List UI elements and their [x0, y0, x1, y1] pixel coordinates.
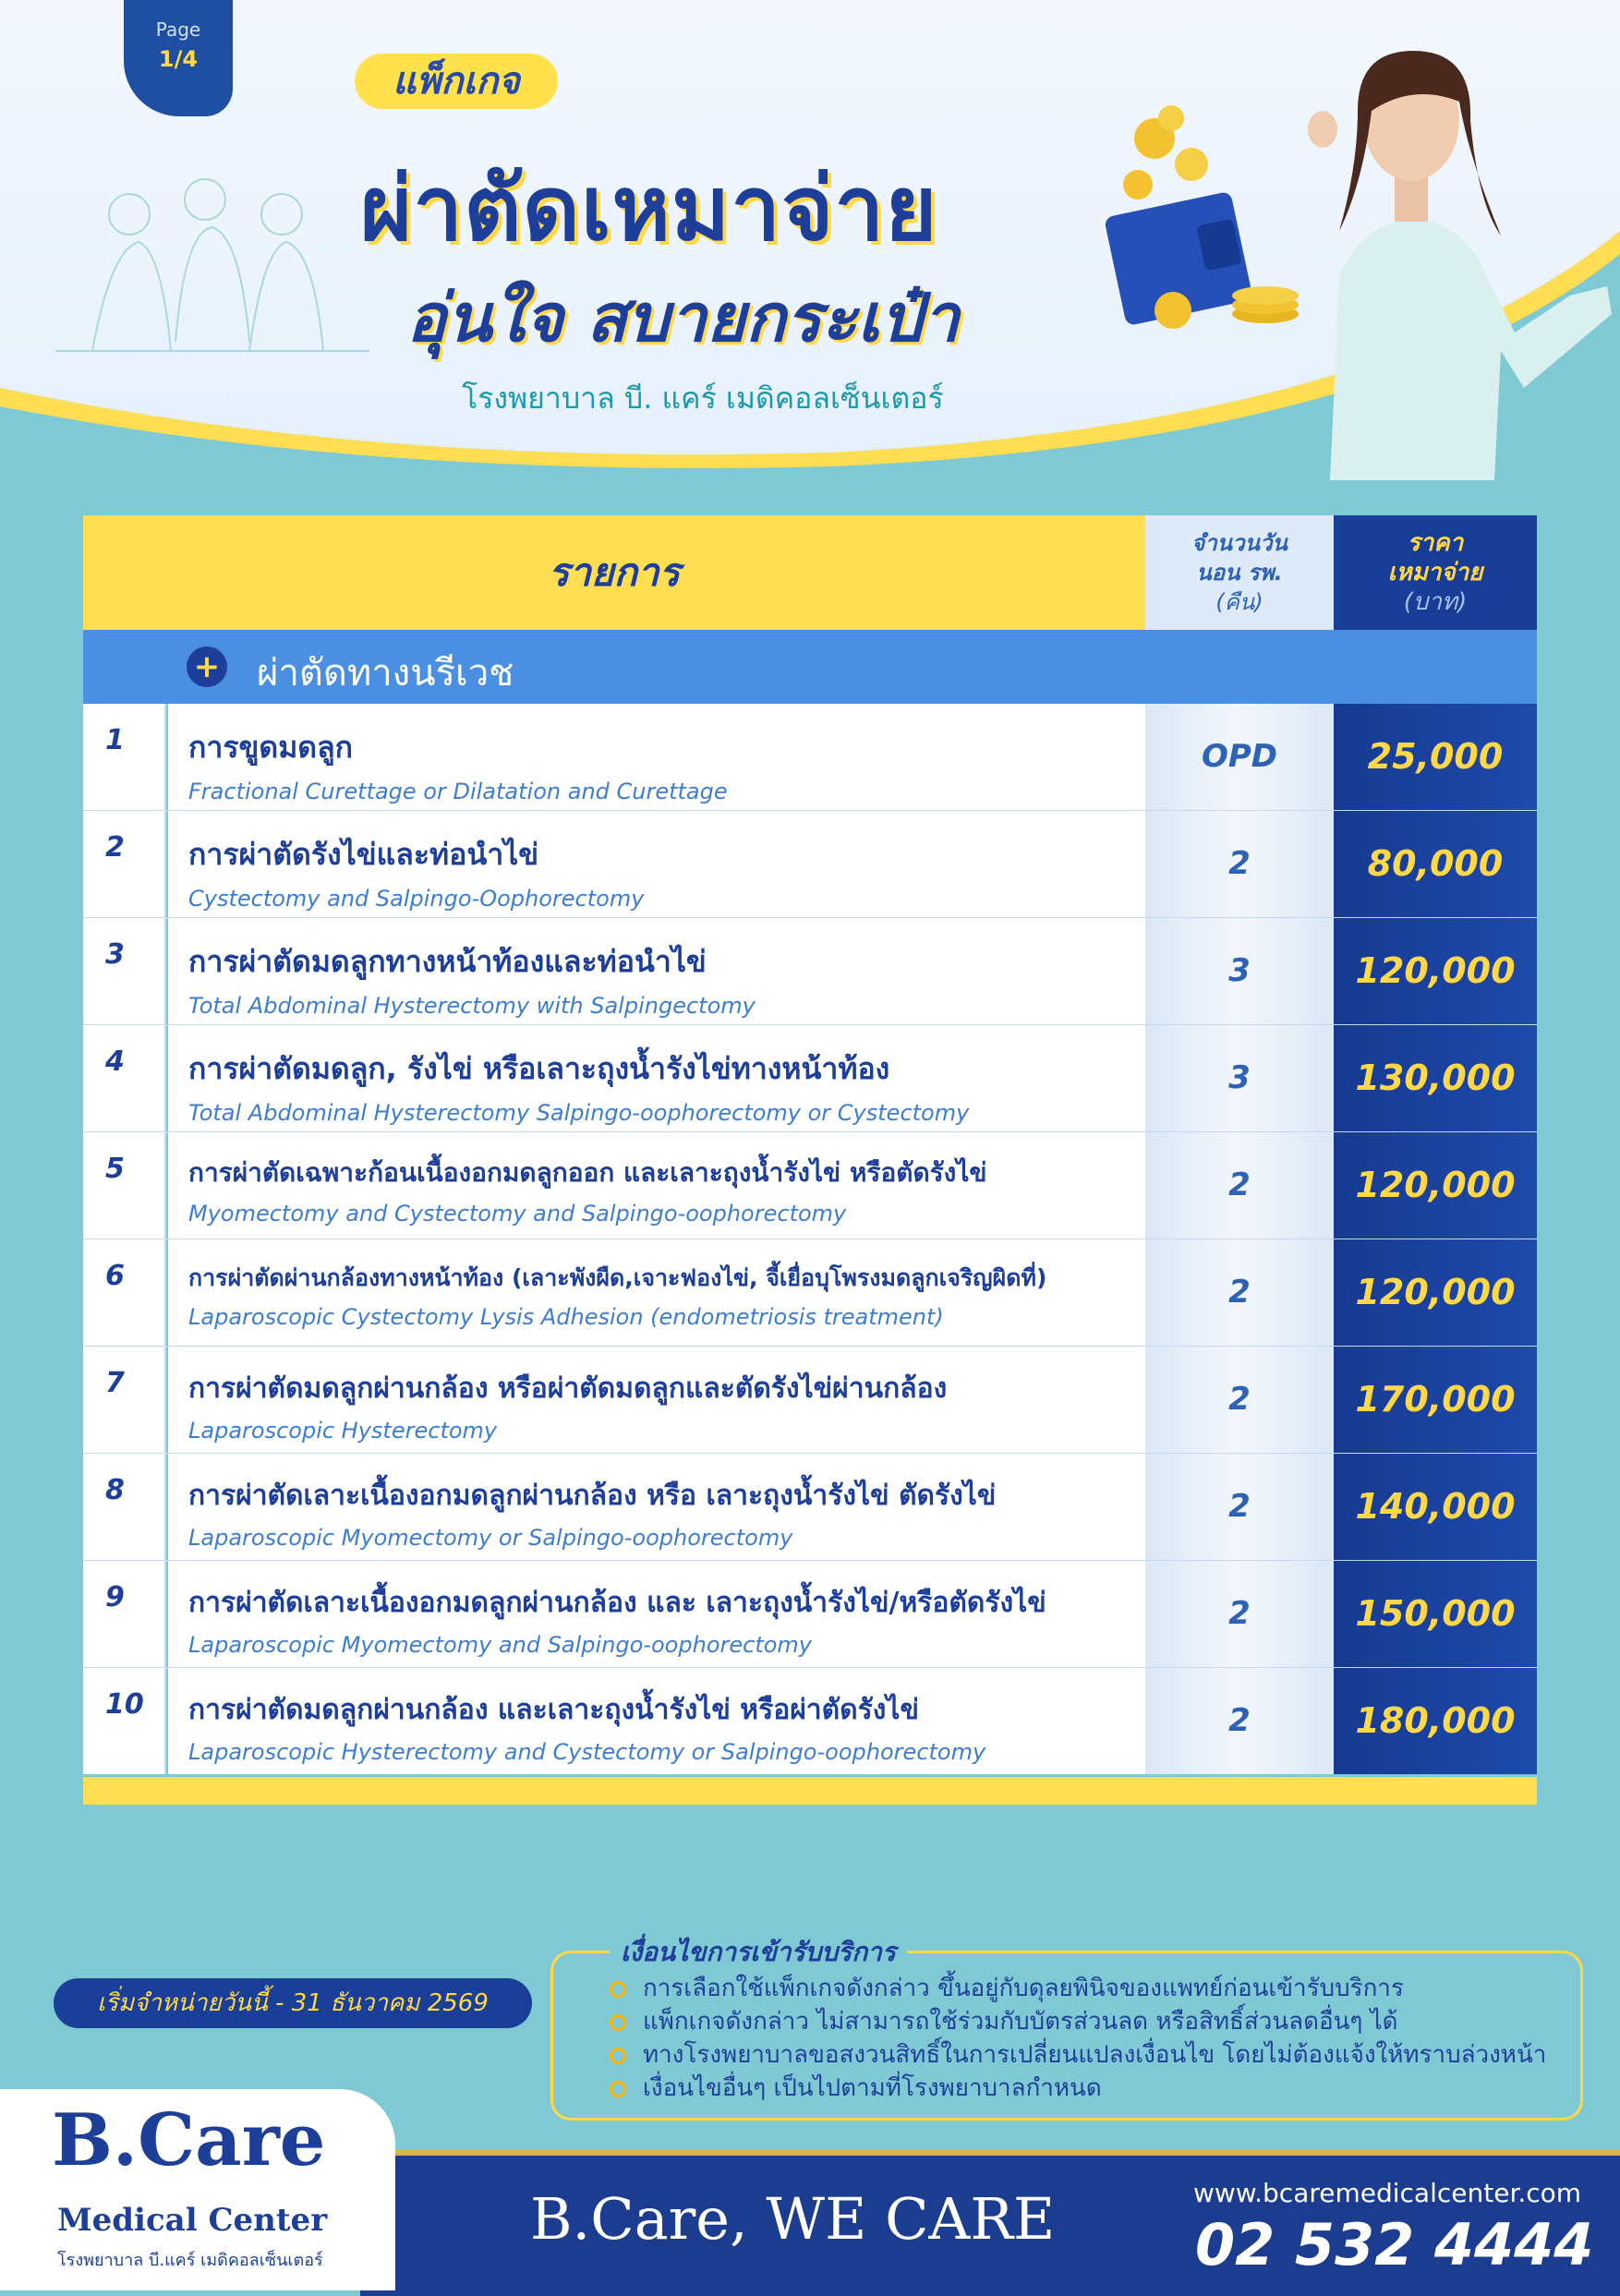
row-description [168, 1239, 1145, 1346]
procedure-english: Laparoscopic Cystectomy Lysis Adhesion (endometriosis treatment) [188, 1304, 944, 1330]
table-row [83, 1347, 1537, 1455]
row-days: OPD [1145, 704, 1334, 810]
row-days: 2 [1145, 1668, 1334, 1774]
row-number: 7 [83, 1347, 166, 1453]
procedure-english: Fractional Curettage or Dilatation and Curettage [188, 779, 728, 804]
category-row [83, 630, 1537, 704]
procedure-english: Laparoscopic Myomectomy or Salpingo-oophorectomy [188, 1525, 793, 1551]
table-row [83, 1561, 1537, 1669]
hospital-name: โรงพยาบาล บี. แคร์ เมดิคอลเซ็นเตอร์ [462, 381, 944, 416]
procedure-thai: การผ่าตัดเลาะเนื้องอกมดลูกผ่านกล้อง และ เลาะถุงน้ำรังไข่/หรือตัดรังไข่ [188, 1587, 1046, 1619]
condition-item [610, 2002, 1546, 2036]
row-description [168, 918, 1145, 1024]
procedure-thai: การขูดมดลูก [188, 730, 354, 765]
table-row [83, 918, 1537, 1026]
procedure-english: Laparoscopic Myomectomy and Salpingo-oophorectomy [188, 1632, 812, 1658]
procedure-thai: การผ่าตัดมดลูกผ่านกล้อง และเลาะถุงน้ำรังไข่ หรือผ่าตัดรังไข่ [188, 1694, 919, 1726]
row-number: 10 [83, 1668, 166, 1774]
page-indicator [124, 0, 233, 116]
condition-item [610, 2069, 1546, 2102]
days-header-unit: (คืน) [1215, 589, 1263, 615]
procedure-english: Myomectomy and Cystectomy and Salpingo-oophorectomy [188, 1201, 847, 1227]
row-days: 3 [1145, 918, 1334, 1024]
table-row [83, 1025, 1537, 1133]
column-header-price [1334, 515, 1537, 630]
days-header-line1: จำนวนวัน [1191, 530, 1288, 556]
bullet-icon [610, 2048, 626, 2064]
row-days: 2 [1145, 1561, 1334, 1667]
row-number: 1 [83, 704, 166, 810]
website-link[interactable]: www.bcaremedicalcenter.com [1193, 2178, 1582, 2208]
table-row [83, 704, 1537, 812]
row-number: 8 [83, 1454, 166, 1560]
column-header-items: รายการ [83, 515, 1145, 630]
column-header-days [1145, 515, 1334, 630]
row-price: 170,000 [1334, 1347, 1537, 1453]
row-description [168, 1561, 1145, 1667]
slogan: B.Care, WE CARE [530, 2185, 1056, 2253]
row-number: 9 [83, 1561, 166, 1667]
row-number: 3 [83, 918, 166, 1024]
row-days: 2 [1145, 1239, 1334, 1346]
row-price: 120,000 [1334, 1239, 1537, 1346]
logo-thai-name: โรงพยาบาล บี.แคร์ เมดิคอลเซ็นเตอร์ [57, 2251, 323, 2270]
row-description [168, 1025, 1145, 1131]
headline-subtitle: อุ่นใจ สบายกระเป๋า [406, 279, 960, 356]
condition-text: แพ็กเกจดังกล่าว ไม่สามารถใช้ร่วมกับบัตรส่วนลด หรือสิทธิ์ส่วนลดอื่นๆ ได้ [643, 2008, 1398, 2036]
procedure-english: Total Abdominal Hysterectomy with Salpingectomy [188, 993, 756, 1019]
page-label: Page [155, 18, 201, 41]
condition-text: การเลือกใช้แพ็กเกจดังกล่าว ขึ้นอยู่กับดุลยพินิจของแพทย์ก่อนเข้ารับบริการ [643, 1975, 1404, 2002]
table-row [83, 1454, 1537, 1562]
row-days: 2 [1145, 1454, 1334, 1560]
table-row [83, 811, 1537, 919]
logo-wordmark: B.Care [52, 2098, 326, 2182]
table-row [83, 1132, 1537, 1240]
row-price: 120,000 [1334, 918, 1537, 1024]
conditions-title: เงื่อนไขการเข้ารับบริการ [610, 1932, 907, 1973]
headline-title: ผ่าตัดเหมาจ่าย [360, 157, 938, 260]
row-description [168, 704, 1145, 810]
conditions-list [610, 1969, 1546, 2102]
table-row [83, 1668, 1537, 1777]
condition-item [610, 1969, 1546, 2002]
table-row [83, 1239, 1537, 1347]
row-description [168, 1668, 1145, 1774]
row-price: 130,000 [1334, 1025, 1537, 1131]
procedure-thai: การผ่าตัดรังไข่และท่อนำไข่ [188, 837, 539, 872]
row-price: 25,000 [1334, 704, 1537, 810]
row-price: 80,000 [1334, 811, 1537, 917]
row-days: 2 [1145, 811, 1334, 917]
procedure-english: Laparoscopic Hysterectomy and Cystectomy or Salpingo-oophorectomy [188, 1739, 986, 1765]
row-number: 4 [83, 1025, 166, 1131]
procedure-english: Cystectomy and Salpingo-Oophorectomy [188, 886, 645, 912]
bullet-icon [610, 1981, 626, 1998]
procedure-thai: การผ่าตัดมดลูกผ่านกล้อง หรือผ่าตัดมดลูกและตัดรังไข่ผ่านกล้อง [188, 1372, 948, 1405]
condition-text: ทางโรงพยาบาลขอสงวนสิทธิ์ในการเปลี่ยนแปลงเงื่อนไข โดยไม่ต้องแจ้งให้ทราบล่วงหน้า [643, 2041, 1547, 2069]
row-description [168, 1347, 1145, 1453]
table-footer-band [83, 1777, 1537, 1805]
header-banner [0, 0, 1620, 480]
condition-item [610, 2036, 1546, 2069]
row-price: 120,000 [1334, 1132, 1537, 1239]
row-days: 2 [1145, 1347, 1334, 1453]
row-number: 5 [83, 1132, 166, 1239]
condition-text: เงื่อนไขอื่นๆ เป็นไปตามที่โรงพยาบาลกำหนด [643, 2074, 1102, 2102]
procedure-english: Total Abdominal Hysterectomy Salpingo-oophorectomy or Cystectomy [188, 1100, 970, 1126]
procedure-thai: การผ่าตัดผ่านกล้องทางหน้าท้อง (เลาะพังผืด,เจาะฟองไข่, จี้เยื่อบุโพรงมดลูกเจริญผิดที่) [188, 1264, 1047, 1291]
procedure-thai: การผ่าตัดเฉพาะก้อนเนื้องอกมดลูกออก และเลาะถุงน้ำรังไข่ หรือตัดรังไข่ [188, 1157, 987, 1188]
price-table [83, 515, 1537, 1805]
procedure-thai: การผ่าตัดมดลูกทางหน้าท้องและท่อนำไข่ [188, 944, 707, 979]
phone-number[interactable]: 02 532 4444 [1195, 2211, 1594, 2278]
days-header-line2: นอน รพ. [1196, 560, 1283, 586]
promo-start-badge: เริ่มจำหน่ายวันนี้ - 31 ธันวาคม 2569 [54, 1978, 532, 2028]
logo-subtitle: Medical Center [57, 2202, 328, 2239]
price-header-line2: เหมาจ่าย [1387, 559, 1483, 586]
plus-icon: + [187, 647, 227, 687]
procedure-thai: การผ่าตัดเลาะเนื้องอกมดลูกผ่านกล้อง หรือ เลาะถุงน้ำรังไข่ ตัดรังไข่ [188, 1480, 997, 1512]
price-header-line1: ราคา [1407, 529, 1464, 557]
row-number: 6 [83, 1239, 166, 1346]
row-description [168, 1454, 1145, 1560]
row-price: 150,000 [1334, 1561, 1537, 1667]
row-description [168, 1132, 1145, 1239]
row-days: 3 [1145, 1025, 1334, 1131]
price-header-unit: (บาท) [1403, 588, 1468, 616]
bullet-icon [610, 2014, 626, 2031]
procedure-thai: การผ่าตัดมดลูก, รังไข่ หรือเลาะถุงน้ำรังไข่ทางหน้าท้อง [188, 1051, 890, 1086]
bullet-icon [610, 2081, 626, 2097]
row-days: 2 [1145, 1132, 1334, 1239]
page-number: 1/4 [158, 46, 199, 72]
procedure-english: Laparoscopic Hysterectomy [188, 1418, 498, 1444]
row-price: 180,000 [1334, 1668, 1537, 1774]
category-title: ผ่าตัดทางนรีเวช [257, 652, 514, 695]
row-number: 2 [83, 811, 166, 917]
row-price: 140,000 [1334, 1454, 1537, 1560]
row-description [168, 811, 1145, 917]
package-label: แพ็กเกจ [355, 54, 558, 109]
